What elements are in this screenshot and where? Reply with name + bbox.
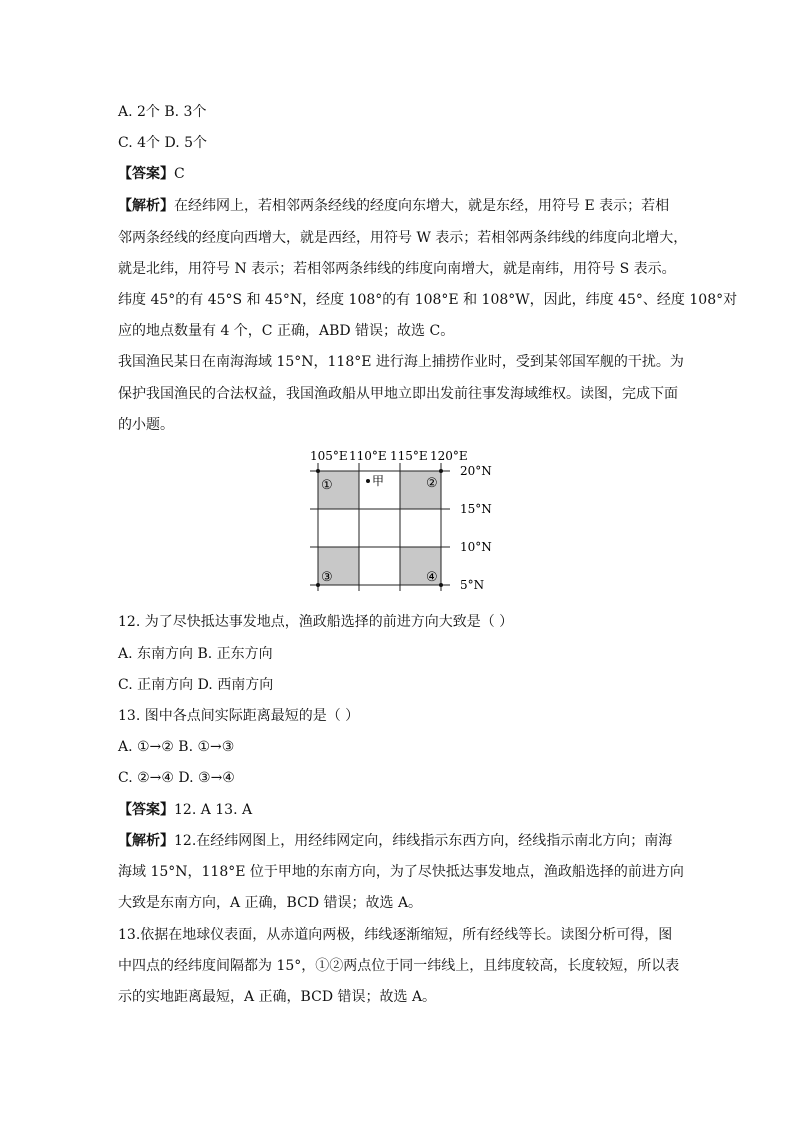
- q11-options-ab: A. 2个 B. 3个: [118, 104, 207, 120]
- analysis-text: 12.在经纬网图上，用经纬网定向，纬线指示东西方向，经线指示南北方向；南海: [174, 833, 673, 849]
- lon-label-105: 105°E: [310, 449, 348, 463]
- point-jia-label: 甲: [372, 474, 385, 488]
- intro-line-2: 保护我国渔民的合法权益，我国渔政船从甲地立即出发前往事发海域维权。读图，完成下面: [118, 386, 678, 402]
- answer-values: 12. A 13. A: [174, 802, 253, 818]
- q12-stem: 12. 为了尽快抵达事发地点，渔政船选择的前进方向大致是（ ）: [118, 614, 514, 630]
- lat-lon-grid-figure: [290, 445, 510, 595]
- dot-4: [439, 583, 443, 587]
- analysis-text: 在经纬网上，若相邻两条经线的经度向东增大，就是东经，用符号 E 表示；若相: [174, 198, 670, 214]
- marker-4: ④: [426, 570, 438, 585]
- analysis2-line-6: 示的实地距离最短，A 正确，BCD 错误；故选 A。: [118, 989, 437, 1005]
- point-jia-dot: [366, 479, 370, 483]
- lon-label-120: 120°E: [430, 449, 468, 463]
- lat-label-10: 10°N: [460, 540, 492, 554]
- q11-answer: [118, 164, 678, 184]
- analysis2-line-2: 海域 15°N，118°E 位于甲地的东南方向，为了尽快抵达事发地点，渔政船选择的前进方向: [118, 864, 684, 880]
- dot-2: [439, 469, 443, 473]
- q12-options-cd: C. 正南方向 D. 西南方向: [118, 677, 274, 693]
- q13-options-cd: C. ②→④ D. ③→④: [118, 770, 235, 786]
- analysis2-line-1: [118, 831, 678, 851]
- q11-analysis-line-4: 纬度 45°的有 45°S 和 45°N，经度 108°的有 108°E 和 108°W，因此，纬度 45°、经度 108°对: [118, 292, 738, 308]
- analysis2-line-4: 13.依据在地球仪表面，从赤道向两极，纬线逐渐缩短，所有经线等长。读图分析可得，图: [118, 927, 673, 943]
- lon-label-115: 115°E: [390, 449, 428, 463]
- marker-1: ①: [321, 478, 333, 493]
- marker-2: ②: [426, 476, 438, 491]
- answer-tag: 【答案】: [118, 166, 174, 182]
- intro-line-3: 的小题。: [118, 417, 174, 433]
- q11-options-cd: C. 4个 D. 5个: [118, 135, 208, 151]
- q11-analysis-line-3: 就是北纬，用符号 N 表示；若相邻两条纬线的纬度向南增大，就是南纬，用符号 S 表示。: [118, 261, 676, 277]
- lon-label-110: 110°E: [349, 449, 387, 463]
- q13-stem: 13. 图中各点间实际距离最短的是（ ）: [118, 708, 360, 724]
- lat-label-15: 15°N: [460, 502, 492, 516]
- analysis-tag: 【解析】: [118, 198, 174, 214]
- marker-3: ③: [321, 570, 333, 585]
- analysis2-line-3: 大致是东南方向，A 正确，BCD 错误；故选 A。: [118, 895, 423, 911]
- lat-label-20: 20°N: [460, 464, 492, 478]
- dot-1: [316, 469, 320, 473]
- q11-analysis-line-1: [118, 196, 678, 216]
- q11-analysis-line-2: 邻两条经线的经度向西增大，就是西经，用符号 W 表示；若相邻两条纬线的纬度向北增大，: [118, 230, 688, 246]
- q12-options-ab: A. 东南方向 B. 正东方向: [118, 646, 273, 662]
- lat-label-5: 5°N: [460, 578, 485, 592]
- dot-3: [316, 583, 320, 587]
- intro-line-1: 我国渔民某日在南海海域 15°N，118°E 进行海上捕捞作业时，受到某邻国军舰的干扰。为: [118, 354, 684, 370]
- q13-options-ab: A. ①→② B. ①→③: [118, 739, 235, 755]
- analysis-tag: 【解析】: [118, 833, 174, 849]
- answer-tag: 【答案】: [118, 802, 174, 818]
- q11-analysis-line-5: 应的地点数量有 4 个，C 正确，ABD 错误；故选 C。: [118, 323, 455, 339]
- q12-13-answer: [118, 800, 678, 820]
- grid-svg: [290, 445, 510, 595]
- answer-value: C: [174, 166, 185, 182]
- analysis2-line-5: 中四点的经纬度间隔都为 15°，①②两点位于同一纬线上，且纬度较高，长度较短，所以表: [118, 958, 680, 974]
